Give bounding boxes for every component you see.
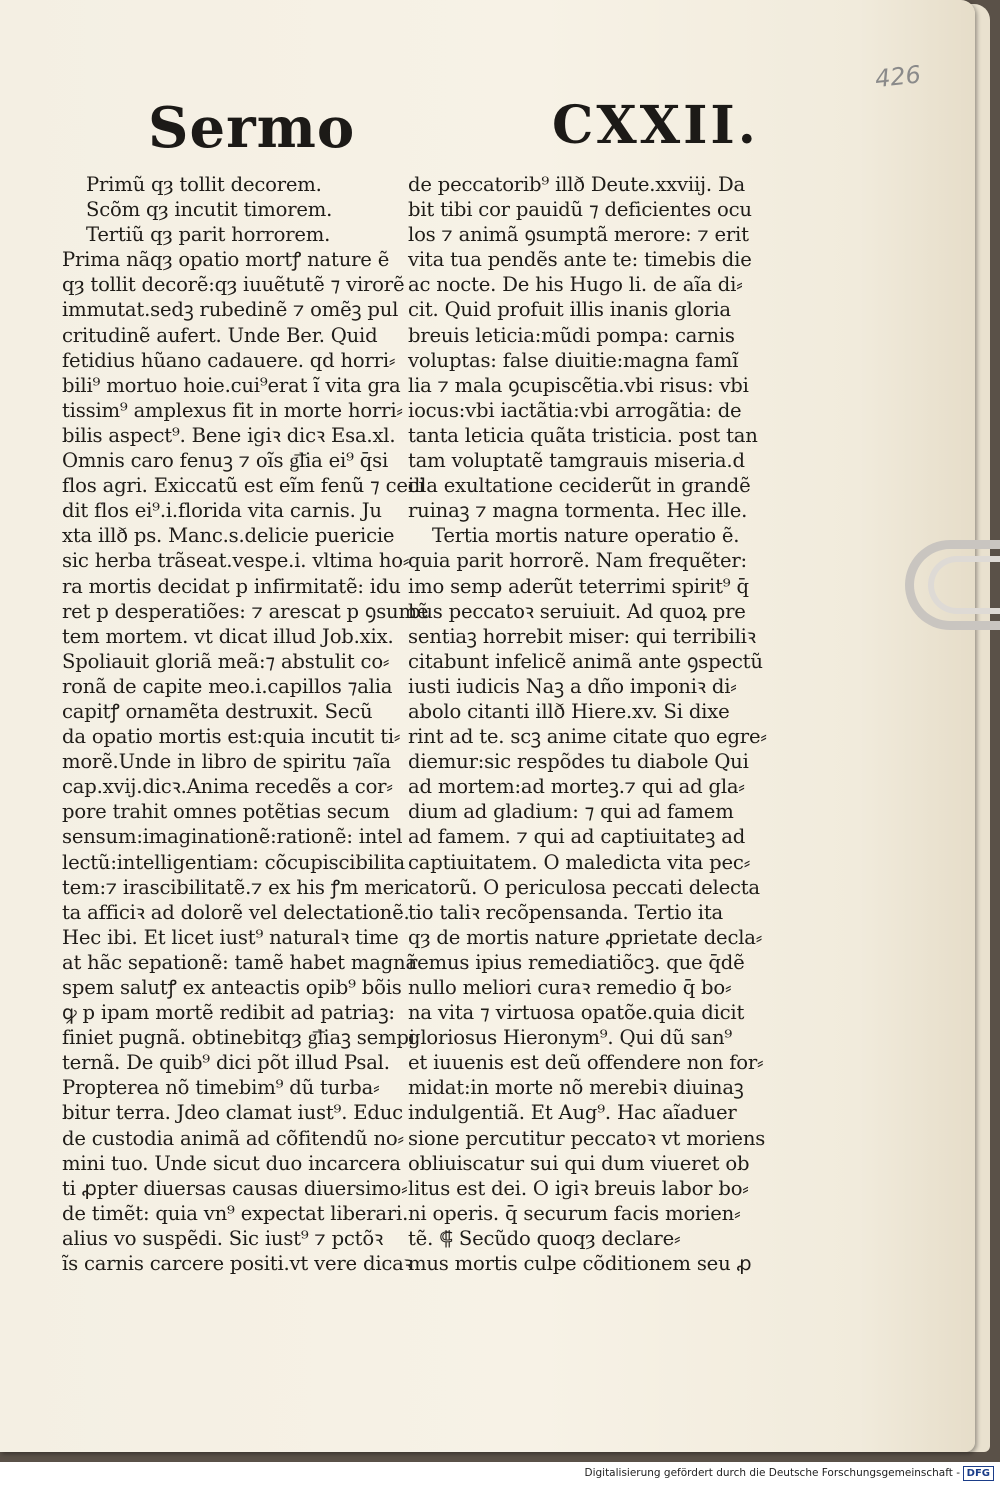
text-line: tẽ. ⸿ Secũdo quoqȝ declare⸗	[408, 1226, 681, 1250]
text-line: bili⁹ mortuo hoie.cui⁹erat ĩ vita gra	[62, 373, 401, 397]
text-line: qȝ tollit decorẽ:qȝ iuuẽtutẽ ⁊ virorẽ	[62, 273, 405, 297]
text-line: catorũ. O periculosa peccati delecta	[408, 875, 760, 899]
text-line: ra mortis decidat p infirmitatẽ: idu	[62, 574, 401, 598]
text-line: tio taliꝛ recõpensanda. Tertio ita	[408, 900, 723, 924]
text-line: fetidius hũano cadauere. qd horri⸗	[62, 348, 396, 372]
text-line: spem salutꝭ ex anteactis opib⁹ bõis	[62, 976, 402, 999]
text-line: ta afficiꝛ ad dolorẽ vel delectationẽ.	[62, 900, 410, 924]
text-line: quia parit horrorẽ. Nam frequẽter:	[408, 549, 747, 573]
text-line: Propterea nõ timebim⁹ dũ turba⸗	[62, 1076, 380, 1100]
text-line: ternã. De quib⁹ dici põt illud Psal.	[62, 1051, 390, 1075]
text-line: lia ⁊ mala ꝯcupiscẽtia.vbi risus: vbi	[408, 373, 749, 397]
text-line: xta illð ps. Manc.s.delicie puericie	[62, 524, 395, 548]
text-line: remus ipius remediatiõcꝫ. que q̄dẽ	[408, 950, 745, 974]
text-line: ĩs carnis carcere positi.vt vere dicaꝛ	[62, 1252, 413, 1276]
text-line: captiuitatem. O maledicta vita pec⸗	[408, 850, 751, 874]
right-text-column	[408, 172, 778, 1276]
text-line: dium ad gladium: ⁊ qui ad famem	[408, 800, 734, 824]
text-line: tem mortem. vt dicat illud Job.xix.	[62, 624, 394, 648]
dfg-logo: DFG	[963, 1466, 994, 1481]
text-line: na vita ⁊ virtuosa opatõe.quia dicit	[408, 1001, 745, 1025]
text-line: flos agri. Exiccatũ est eĩm fenũ ⁊ ceci	[62, 474, 425, 498]
text-line: lectũ:intelligentiam: cõcupiscibilita	[62, 850, 406, 874]
text-line: iocus:vbi iactãtia:vbi arrogãtia: de	[408, 398, 742, 422]
text-line: pore trahit omnes potẽtias secum	[62, 800, 390, 824]
text-line: de custodia animã ad cõfitendũ no⸗	[62, 1126, 404, 1150]
text-line: Omnis caro fenuꝫ ⁊ oĩs g͞lia ei⁹ q̄si	[62, 449, 389, 473]
text-line: nullo meliori curaꝛ remedio q̄ bo⸗	[408, 976, 732, 999]
text-line: tem:⁊ irascibilitatẽ.⁊ ex his ꝭm meri	[62, 875, 410, 899]
text-line: Hec ibi. Et licet iust⁹ naturalꝛ time	[62, 925, 399, 949]
text-line: de timẽt: quia vn⁹ expectat liberari.	[62, 1201, 409, 1225]
text-line: tissim⁹ amplexus fit in morte horri⸗	[62, 398, 403, 422]
text-line: sione percutitur peccatoꝛ vt moriens	[408, 1126, 766, 1150]
text-line: ꝙ p ipam mortẽ redibit ad patriaꝫ:	[62, 1001, 395, 1025]
text-line: alius vo suspẽdi. Sic iust⁹ ⁊ pctõꝛ	[62, 1226, 384, 1250]
text-line: at hãc sepationẽ: tamẽ habet magnã	[62, 950, 417, 974]
funding-credit: Digitalisierung gefördert durch die Deutsche Forschungsgemeinschaft -	[584, 1467, 960, 1479]
text-line: ti ꝓpter diuersas causas diuersimo⸗	[62, 1176, 408, 1200]
text-line: Spoliauit gloriã meã:⁊ abstulit co⸗	[62, 649, 390, 673]
running-head-left: Sermo	[148, 95, 356, 161]
text-line: abolo citanti illð Hiere.xv. Si dixe	[408, 699, 730, 723]
text-line: diemur:sic respõdes tu diabole Qui	[408, 750, 749, 774]
text-line: sic herba trãseat.vespe.i. vltima ho⸗	[62, 549, 410, 573]
text-line: gloriosus Hieronym⁹. Qui dũ san⁹	[408, 1026, 733, 1050]
text-line: ad famem. ⁊ qui ad captiuitateꝫ ad	[408, 825, 746, 849]
text-line: critudinẽ aufert. Unde Ber. Quid	[62, 323, 378, 347]
text-line: mus mortis culpe cõditionem seu ꝓ	[408, 1252, 752, 1276]
text-line: rint ad te. scꝫ anime citate quo egre⸗	[408, 725, 767, 749]
text-line: bit tibi cor pauidũ ⁊ deficientes ocu	[408, 198, 752, 222]
left-text-column	[62, 172, 429, 1276]
text-line: bus peccatoꝛ seruiuit. Ad quoꝝ pre	[408, 599, 746, 623]
text-line: da opatio mortis est:quia incutit ti⸗	[62, 725, 401, 749]
text-line: ni operis. q̄ securum facis morien⸗	[408, 1201, 741, 1225]
text-line: immutat.sedꝫ rubedinẽ ⁊ omẽꝫ pul	[62, 298, 399, 322]
text-line: finiet pugnã. obtinebitqȝ g͞liaꝫ sempi	[62, 1026, 415, 1050]
paperclip-inner-loop	[928, 556, 1000, 614]
text-line: qȝ de mortis nature ꝓprietate decla⸗	[408, 925, 763, 949]
text-line: Primũ qȝ tollit decorem.	[86, 173, 322, 196]
text-line: cit. Quid profuit illis inanis gloria	[408, 298, 731, 322]
text-line: de peccatorib⁹ illð Deute.xxviij. Da	[408, 173, 745, 196]
text-line: ronã de capite meo.i.capillos ⁊alia	[62, 674, 393, 698]
folio-number: 426	[873, 60, 923, 94]
text-line: tam voluptatẽ tamgrauis miseria.d	[408, 449, 745, 473]
text-line: Tertiũ qȝ parit horrorem.	[86, 223, 331, 247]
digitization-footer	[0, 1462, 1000, 1486]
text-line: imo semp aderũt teterrimi spirit⁹ q̄	[408, 574, 749, 598]
text-line: litus est dei. O igiꝛ breuis labor bo⸗	[408, 1176, 749, 1200]
text-line: indulgentiã. Et Aug⁹. Hac aĩaduer	[408, 1101, 737, 1125]
text-line: dit flos ei⁹.i.florida vita carnis. Ju	[62, 499, 382, 523]
text-line: vita tua pendẽs ante te: timebis die	[408, 248, 752, 272]
text-line: iusti iudicis Naꝫ a dño imponiꝛ di⸗	[408, 674, 737, 698]
text-line: bilis aspect⁹. Bene igiꝛ dicꝛ Esa.xl.	[62, 423, 396, 447]
text-line: capitꝭ ornamẽta destruxit. Secũ	[62, 699, 373, 723]
text-line: Prima nãqȝ opatio mortꝭ nature ẽ	[62, 248, 390, 272]
text-line: sensum:imaginationẽ:rationẽ: intel	[62, 825, 403, 849]
text-line: ruinaꝫ ⁊ magna tormenta. Hec ille.	[408, 499, 748, 523]
text-line: morẽ.Unde in libro de spiritu ⁊aĩa	[62, 750, 391, 774]
text-line: bitur terra. Jdeo clamat iust⁹. Educ	[62, 1101, 403, 1125]
text-line: obliuiscatur sui qui dum viueret ob	[408, 1151, 750, 1175]
text-line: ac nocte. De his Hugo li. de aĩa di⸗	[408, 273, 743, 297]
text-line: sentiaꝫ horrebit miser: qui terribiliꝛ	[408, 624, 756, 648]
text-line: tanta leticia quãta tristicia. post tan	[408, 423, 758, 447]
text-line: ad mortem:ad morteꝫ.⁊ qui ad gla⸗	[408, 775, 745, 799]
text-line: ret p desperatiões: ⁊ arescat p ꝯsumẽ	[62, 599, 429, 623]
text-line: Scõm qȝ incutit timorem.	[86, 198, 333, 222]
text-line: Tertia mortis nature operatio ẽ.	[432, 524, 740, 548]
text-line: cap.xvij.dicꝛ.Anima recedẽs a cor⸗	[62, 775, 393, 799]
text-line: et iuuenis est deũ offendere non for⸗	[408, 1051, 764, 1075]
running-head-right: CXXII.	[552, 95, 759, 156]
text-line: mini tuo. Unde sicut duo incarcera	[62, 1151, 401, 1175]
text-line: citabunt infelicẽ animã ante ꝯspectũ	[408, 649, 763, 673]
text-line: illa exultatione ceciderũt in grandẽ	[408, 474, 751, 498]
text-line: midat:in morte nõ merebiꝛ diuinaꝫ	[408, 1076, 744, 1100]
text-line: breuis leticia:mũdi pompa: carnis	[408, 323, 735, 347]
text-line: voluptas: false diuitie:magna famĩ	[408, 348, 739, 372]
text-line: los ⁊ animã ꝯsumptã merore: ⁊ erit	[408, 223, 749, 247]
